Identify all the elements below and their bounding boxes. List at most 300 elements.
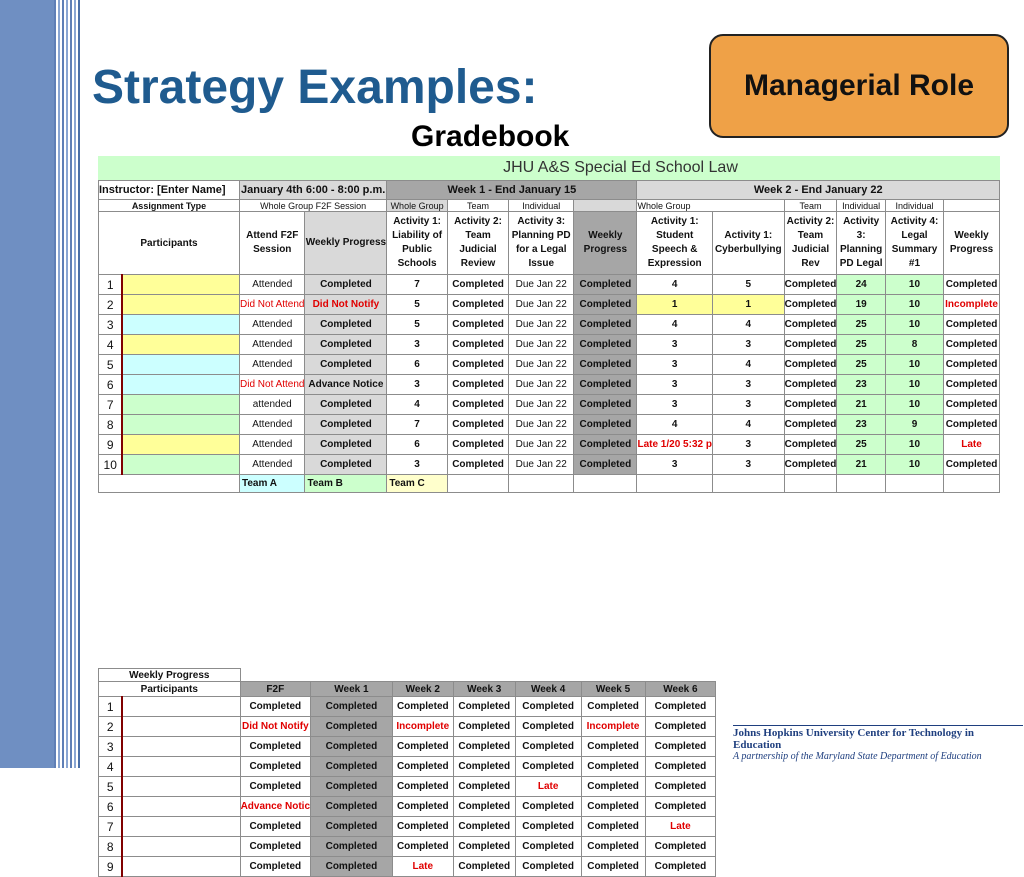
week1-header: Week 1 - End January 15 [387,181,637,200]
grade-cell: Completed [447,335,508,355]
progress-cell: Completed [645,837,716,857]
score-cell: 1 [712,295,784,315]
type-w1-whole-group: Whole Group [387,200,448,212]
due-cell: Due Jan 22 [509,435,574,455]
progress-row [99,857,1001,877]
progress-cell: Completed [581,857,645,877]
grade-cell: 7 [387,415,448,435]
blank-cell [716,817,1000,837]
participant-row [99,435,1000,455]
grade-cell: Completed [784,275,837,295]
weekly-progress-cell: Completed [574,315,637,335]
gradebook-table [98,180,1000,493]
participant-name-cell[interactable] [122,295,239,315]
sheet-title-left-cell [98,156,241,180]
participant-row [99,415,1000,435]
participant-name-cell[interactable] [122,777,240,797]
progress-cell: Completed [311,697,393,717]
participant-row [99,315,1000,335]
progress-cell: Completed [515,817,581,837]
score-cell: 19 [837,295,886,315]
type-w1-blank [574,200,637,212]
progress-cell: Completed [645,797,716,817]
progress-cell: Late [392,857,453,877]
due-cell: Due Jan 22 [509,275,574,295]
type-w2-whole-group: Whole Group [637,200,784,212]
weekly-progress-cell: Completed [305,455,387,475]
score-cell: 4 [637,275,712,295]
score-cell: 10 [885,295,943,315]
grade-cell: 3 [387,375,448,395]
progress-week-header: Week 5 [581,682,645,697]
grade-cell: Completed [447,355,508,375]
score-cell: 10 [885,315,943,335]
assignment-type-row [99,200,1000,212]
score-cell: 4 [637,315,712,335]
weekly-progress-cell: Completed [944,395,1000,415]
weekly-progress-cell: Late [944,435,1000,455]
score-cell: 8 [885,335,943,355]
participant-name-cell[interactable] [122,737,240,757]
score-cell: 3 [637,355,712,375]
participants-header: Participants [99,212,240,275]
team-label: Team A [240,475,305,493]
progress-cell: Completed [311,797,393,817]
score-cell: 9 [885,415,943,435]
participant-name-cell[interactable] [122,817,240,837]
grade-cell: Completed [784,435,837,455]
weekly-progress-cell: Completed [944,275,1000,295]
progress-cell: Completed [453,857,515,877]
blank-cell [509,475,574,493]
progress-cell: Completed [515,717,581,737]
blank-cell [944,475,1000,493]
progress-cell: Completed [515,737,581,757]
score-cell: 10 [885,455,943,475]
participant-row [99,355,1000,375]
row-number: 6 [99,797,123,817]
grade-cell: 3 [387,335,448,355]
progress-header-row [99,682,1001,697]
grade-cell: Completed [447,315,508,335]
participant-row [99,395,1000,415]
blank-cell [240,669,1000,682]
progress-cell: Completed [581,757,645,777]
score-cell: 4 [712,355,784,375]
w2-cyberbullying-header: Activity 1: Cyberbullying [712,212,784,275]
blank-cell [784,475,837,493]
grade-cell: 6 [387,435,448,455]
row-number: 5 [99,777,123,797]
attend-cell: Attended [240,415,305,435]
row-number: 6 [99,375,123,395]
weekly-progress-cell: Completed [944,415,1000,435]
weekly-progress-cell: Completed [574,275,637,295]
grade-cell: Completed [447,375,508,395]
progress-cell: Completed [453,817,515,837]
progress-row [99,797,1001,817]
progress-cell: Completed [392,737,453,757]
progress-cell: Completed [581,837,645,857]
grade-cell: Completed [784,415,837,435]
grade-cell: Completed [447,395,508,415]
jhu-footer [733,724,1023,764]
weekly-progress-label: Weekly Progress [99,669,241,682]
participant-name-cell[interactable] [122,335,239,355]
attend-cell: Did Not Attend [240,375,305,395]
grade-cell: 5 [387,295,448,315]
score-cell: 1 [637,295,712,315]
progress-cell: Completed [515,697,581,717]
grade-cell: Completed [447,295,508,315]
team-label: Team C [387,475,448,493]
progress-cell: Completed [645,857,716,877]
team-label: Team B [305,475,387,493]
type-w2-blank [944,200,1000,212]
due-cell: Due Jan 22 [509,415,574,435]
score-cell: 4 [712,315,784,335]
grade-cell: Completed [447,435,508,455]
weekly-progress-cell: Completed [305,275,387,295]
progress-week-header: F2F [240,682,310,697]
progress-cell: Completed [515,837,581,857]
progress-week-header: Week 4 [515,682,581,697]
progress-week-header: Week 1 [311,682,393,697]
progress-week-header: Week 6 [645,682,716,697]
progress-cell: Completed [240,757,310,777]
progress-week-header: Week 3 [453,682,515,697]
score-cell: 3 [637,375,712,395]
weekly-progress-cell: Completed [944,355,1000,375]
progress-cell: Completed [645,757,716,777]
progress-cell: Completed [453,837,515,857]
weekly-progress-cell: Completed [574,395,637,415]
w2-activity2-header: Activity 2: Team Judicial Rev [784,212,837,275]
attend-cell: Attended [240,315,305,335]
weekly-progress-cell: Completed [305,395,387,415]
score-cell: 25 [837,335,886,355]
score-cell: 3 [637,335,712,355]
participant-name-cell[interactable] [122,857,240,877]
participant-row [99,375,1000,395]
score-cell: 3 [712,435,784,455]
row-number: 3 [99,737,123,757]
weekly-progress-cell: Completed [574,295,637,315]
row-number: 9 [99,435,123,455]
score-cell: 25 [837,315,886,335]
score-cell: 3 [637,395,712,415]
row-number: 4 [99,757,123,777]
progress-row [99,697,1001,717]
score-cell: 3 [712,375,784,395]
type-w2-individual-b: Individual [885,200,943,212]
grade-cell: 6 [387,355,448,375]
score-cell: 10 [885,395,943,415]
progress-week-header: Week 2 [392,682,453,697]
w1-activity3-header: Activity 3: Planning PD for a Legal Issue [509,212,574,275]
participant-row [99,295,1000,315]
weekly-progress-cell: Completed [574,435,637,455]
progress-cell: Completed [392,697,453,717]
progress-cell: Completed [311,757,393,777]
row-number: 8 [99,415,123,435]
due-cell: Due Jan 22 [509,315,574,335]
score-cell: 24 [837,275,886,295]
progress-cell: Incomplete [581,717,645,737]
blank-cell [716,682,1000,697]
footer-line2: A partnership of the Maryland State Department of Education [733,751,982,762]
progress-cell: Completed [581,737,645,757]
grade-cell: Completed [784,315,837,335]
progress-cell: Completed [392,757,453,777]
row-number: 1 [99,697,123,717]
score-cell: 10 [885,355,943,375]
progress-cell: Advance Notic [240,797,310,817]
week2-header: Week 2 - End January 22 [637,181,1000,200]
slide-subtitle: Gradebook [411,120,570,153]
session-header: January 4th 6:00 - 8:00 p.m. [240,181,387,200]
sheet-title: JHU A&S Special Ed School Law [241,156,1000,180]
score-cell: 10 [885,375,943,395]
participant-name-cell[interactable] [122,275,239,295]
participant-row [99,275,1000,295]
team-row [99,475,1000,493]
progress-cell: Completed [515,857,581,877]
weekly-progress-cell: Completed [574,375,637,395]
row-number: 3 [99,315,123,335]
due-cell: Due Jan 22 [509,355,574,375]
blank-cell [716,797,1000,817]
progress-cell: Completed [392,817,453,837]
score-cell: 3 [712,395,784,415]
participant-name-cell[interactable] [122,717,240,737]
row-number: 10 [99,455,123,475]
weekly-progress-header-2: Weekly Progress [944,212,1000,275]
participant-name-cell[interactable] [122,355,239,375]
row-number: 7 [99,395,123,415]
weekly-progress-cell: Completed [305,315,387,335]
score-cell: 4 [637,415,712,435]
progress-cell: Completed [311,737,393,757]
participant-name-cell[interactable] [122,837,240,857]
grade-cell: Completed [447,415,508,435]
participant-row [99,455,1000,475]
type-w1-team: Team [447,200,508,212]
grade-cell: Completed [784,355,837,375]
column-header-row [99,212,1000,275]
row-number: 5 [99,355,123,375]
weekly-progress-cell: Completed [305,415,387,435]
weekly-progress-label-row [99,669,1001,682]
blank-cell [574,475,637,493]
progress-cell: Incomplete [392,717,453,737]
blank-cell [637,475,712,493]
blank-cell [885,475,943,493]
weekly-progress-cell: Completed [574,355,637,375]
participant-name-cell[interactable] [122,315,239,335]
participant-name-cell[interactable] [122,375,239,395]
weekly-progress-cell: Advance Notice [305,375,387,395]
score-cell: 23 [837,415,886,435]
grade-cell: Completed [784,335,837,355]
weekly-progress-header-0: Weekly Progress [305,212,387,275]
score-cell: 25 [837,355,886,375]
left-decorative-bar [0,0,54,768]
progress-cell: Completed [240,737,310,757]
progress-cell: Late [645,817,716,837]
due-cell: Due Jan 22 [509,455,574,475]
score-cell: 3 [637,455,712,475]
progress-cell: Completed [581,797,645,817]
grade-cell: Completed [447,455,508,475]
role-box-label: Managerial Role [743,69,975,102]
managerial-role-box [709,34,1009,138]
due-cell: Due Jan 22 [509,395,574,415]
instructor-row [99,181,1000,200]
progress-cell: Completed [645,717,716,737]
blank-cell [837,475,886,493]
progress-row [99,837,1001,857]
progress-cell: Late [515,777,581,797]
attend-cell: Attended [240,435,305,455]
score-cell: 3 [712,455,784,475]
progress-cell: Completed [581,777,645,797]
participant-name-cell[interactable] [122,415,239,435]
progress-cell: Did Not Notify [240,717,310,737]
progress-cell: Completed [581,697,645,717]
weekly-progress-cell: Completed [944,375,1000,395]
due-cell: Due Jan 22 [509,335,574,355]
attend-cell: Attended [240,335,305,355]
progress-cell: Completed [645,777,716,797]
progress-cell: Completed [645,697,716,717]
participant-name-cell[interactable] [122,395,239,415]
grade-cell: Completed [784,455,837,475]
row-number: 1 [99,275,123,295]
blank-cell [716,697,1000,717]
score-cell: 10 [885,435,943,455]
participant-name-cell[interactable] [122,435,239,455]
blank-cell [716,777,1000,797]
progress-cell: Completed [240,857,310,877]
weekly-progress-header-1: Weekly Progress [574,212,637,275]
grade-cell: 3 [387,455,448,475]
left-decorative-edge [78,0,80,768]
w2-activity3-header: Activity 3: Planning PD Legal [837,212,886,275]
participants-label: Participants [99,682,241,697]
grade-cell: 7 [387,275,448,295]
due-cell: Due Jan 22 [509,295,574,315]
left-decorative-stripes [54,0,78,768]
attend-cell: attended [240,395,305,415]
grade-cell: Completed [784,295,837,315]
footer-line1: Johns Hopkins University Center for Technology in Education [733,727,975,751]
attend-f2f-header: Attend F2F Session [240,212,305,275]
progress-cell: Completed [240,817,310,837]
score-cell: 4 [712,415,784,435]
type-whole-group-f2f: Whole Group F2F Session [240,200,387,212]
weekly-progress-cell: Completed [944,335,1000,355]
participant-name-cell[interactable] [122,757,240,777]
progress-cell: Completed [240,777,310,797]
type-w2-team: Team [784,200,837,212]
weekly-progress-cell: Incomplete [944,295,1000,315]
row-number: 2 [99,717,123,737]
weekly-progress-cell: Completed [574,335,637,355]
weekly-progress-cell: Completed [944,455,1000,475]
attend-cell: Did Not Attend [240,295,305,315]
grade-cell: Completed [784,375,837,395]
attend-cell: Attended [240,355,305,375]
grade-cell: 5 [387,315,448,335]
score-cell: 23 [837,375,886,395]
weekly-progress-table [98,668,1000,877]
weekly-progress-cell: Completed [944,315,1000,335]
participant-name-cell[interactable] [122,697,240,717]
blank-cell [99,475,240,493]
instructor-cell[interactable]: Instructor: [Enter Name] [99,181,240,200]
blank-cell [716,857,1000,877]
score-cell: 21 [837,395,886,415]
score-cell: 10 [885,275,943,295]
progress-cell: Completed [392,837,453,857]
attend-cell: Attended [240,455,305,475]
row-number: 4 [99,335,123,355]
score-cell: 3 [712,335,784,355]
progress-cell: Completed [453,777,515,797]
score-cell: 25 [837,435,886,455]
assignment-type-label: Assignment Type [99,200,240,212]
participant-row [99,335,1000,355]
progress-cell: Completed [311,817,393,837]
weekly-progress-cell: Completed [305,355,387,375]
score-cell: Late 1/20 5:32 p [637,435,712,455]
weekly-progress-cell: Completed [574,455,637,475]
row-number: 7 [99,817,123,837]
w1-activity1-header: Activity 1: Liability of Public Schools [387,212,448,275]
footer-rule [733,725,1023,726]
progress-cell: Completed [311,837,393,857]
blank-cell [716,837,1000,857]
slide-title: Strategy Examples: [92,61,538,114]
progress-row [99,817,1001,837]
progress-cell: Completed [240,837,310,857]
weekly-progress-cell: Completed [305,335,387,355]
w2-activity1-header: Activity 1: Student Speech & Expression [637,212,712,275]
blank-cell [447,475,508,493]
progress-cell: Completed [311,717,393,737]
progress-cell: Completed [453,737,515,757]
attend-cell: Attended [240,275,305,295]
progress-cell: Completed [392,777,453,797]
participant-name-cell[interactable] [122,455,239,475]
progress-cell: Completed [645,737,716,757]
progress-cell: Completed [453,757,515,777]
progress-cell: Completed [240,697,310,717]
progress-cell: Completed [515,797,581,817]
type-w1-individual: Individual [509,200,574,212]
grade-cell: Completed [784,395,837,415]
progress-cell: Completed [453,797,515,817]
progress-cell: Completed [311,777,393,797]
progress-cell: Completed [453,717,515,737]
row-number: 2 [99,295,123,315]
progress-row [99,777,1001,797]
grade-cell: Completed [447,275,508,295]
participant-name-cell[interactable] [122,797,240,817]
progress-cell: Completed [453,697,515,717]
w1-activity2-header: Activity 2: Team Judicial Review [447,212,508,275]
